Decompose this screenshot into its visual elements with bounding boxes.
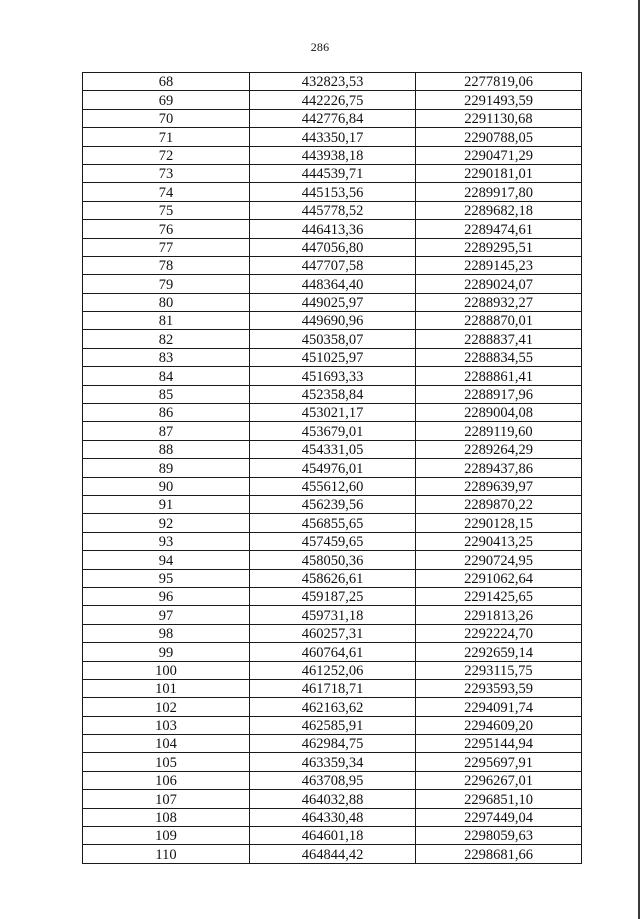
x-coordinate-cell: 456855,65	[250, 514, 416, 532]
x-coordinate-cell: 459731,18	[250, 606, 416, 624]
table-row	[83, 183, 582, 201]
point-number-cell: 103	[83, 716, 250, 734]
y-coordinate-cell: 2297449,04	[416, 808, 582, 826]
y-coordinate-cell: 2293593,59	[416, 679, 582, 697]
point-number-cell: 109	[83, 827, 250, 845]
point-number-cell: 107	[83, 790, 250, 808]
point-number-cell: 108	[83, 808, 250, 826]
table-row	[83, 661, 582, 679]
y-coordinate-cell: 2290788,05	[416, 128, 582, 146]
point-number-cell: 95	[83, 569, 250, 587]
y-coordinate-cell: 2293115,75	[416, 661, 582, 679]
table-row	[83, 164, 582, 182]
point-number-cell: 88	[83, 440, 250, 458]
table-row	[83, 716, 582, 734]
y-coordinate-cell: 2295144,94	[416, 735, 582, 753]
point-number-cell: 100	[83, 661, 250, 679]
x-coordinate-cell: 462984,75	[250, 735, 416, 753]
y-coordinate-cell: 2289639,97	[416, 477, 582, 495]
table-row	[83, 201, 582, 219]
table-row	[83, 735, 582, 753]
y-coordinate-cell: 2298059,63	[416, 827, 582, 845]
x-coordinate-cell: 445778,52	[250, 201, 416, 219]
point-number-cell: 104	[83, 735, 250, 753]
table-row	[83, 367, 582, 385]
y-coordinate-cell: 2291493,59	[416, 91, 582, 109]
table-row	[83, 679, 582, 697]
coordinates-table-body	[83, 73, 582, 864]
x-coordinate-cell: 453679,01	[250, 422, 416, 440]
point-number-cell: 110	[83, 845, 250, 863]
table-row	[83, 293, 582, 311]
x-coordinate-cell: 459187,25	[250, 587, 416, 605]
x-coordinate-cell: 443938,18	[250, 146, 416, 164]
table-row	[83, 514, 582, 532]
table-row	[83, 256, 582, 274]
y-coordinate-cell: 2288834,55	[416, 348, 582, 366]
x-coordinate-cell: 456239,56	[250, 495, 416, 513]
y-coordinate-cell: 2289295,51	[416, 238, 582, 256]
point-number-cell: 99	[83, 643, 250, 661]
x-coordinate-cell: 447707,58	[250, 256, 416, 274]
point-number-cell: 74	[83, 183, 250, 201]
table-row	[83, 91, 582, 109]
y-coordinate-cell: 2289870,22	[416, 495, 582, 513]
y-coordinate-cell: 2294091,74	[416, 698, 582, 716]
x-coordinate-cell: 458626,61	[250, 569, 416, 587]
y-coordinate-cell: 2290413,25	[416, 532, 582, 550]
y-coordinate-cell: 2289682,18	[416, 201, 582, 219]
point-number-cell: 101	[83, 679, 250, 697]
y-coordinate-cell: 2292659,14	[416, 643, 582, 661]
x-coordinate-cell: 463359,34	[250, 753, 416, 771]
x-coordinate-cell: 454331,05	[250, 440, 416, 458]
y-coordinate-cell: 2289437,86	[416, 459, 582, 477]
table-row	[83, 422, 582, 440]
point-number-cell: 81	[83, 312, 250, 330]
point-number-cell: 94	[83, 551, 250, 569]
table-row	[83, 790, 582, 808]
table-row	[83, 146, 582, 164]
point-number-cell: 69	[83, 91, 250, 109]
y-coordinate-cell: 2288932,27	[416, 293, 582, 311]
table-row	[83, 551, 582, 569]
table-row	[83, 385, 582, 403]
coordinates-table	[82, 72, 582, 864]
table-row	[83, 73, 582, 91]
point-number-cell: 79	[83, 275, 250, 293]
y-coordinate-cell: 2289004,08	[416, 404, 582, 422]
point-number-cell: 89	[83, 459, 250, 477]
point-number-cell: 90	[83, 477, 250, 495]
y-coordinate-cell: 2288870,01	[416, 312, 582, 330]
table-row	[83, 109, 582, 127]
x-coordinate-cell: 454976,01	[250, 459, 416, 477]
x-coordinate-cell: 464601,18	[250, 827, 416, 845]
y-coordinate-cell: 2290128,15	[416, 514, 582, 532]
y-coordinate-cell: 2291813,26	[416, 606, 582, 624]
point-number-cell: 77	[83, 238, 250, 256]
y-coordinate-cell: 2291062,64	[416, 569, 582, 587]
table-row	[83, 532, 582, 550]
table-row	[83, 128, 582, 146]
y-coordinate-cell: 2292224,70	[416, 624, 582, 642]
x-coordinate-cell: 462585,91	[250, 716, 416, 734]
table-row	[83, 845, 582, 863]
point-number-cell: 91	[83, 495, 250, 513]
y-coordinate-cell: 2289474,61	[416, 220, 582, 238]
point-number-cell: 92	[83, 514, 250, 532]
point-number-cell: 75	[83, 201, 250, 219]
x-coordinate-cell: 432823,53	[250, 73, 416, 91]
point-number-cell: 73	[83, 164, 250, 182]
x-coordinate-cell: 444539,71	[250, 164, 416, 182]
x-coordinate-cell: 447056,80	[250, 238, 416, 256]
point-number-cell: 96	[83, 587, 250, 605]
x-coordinate-cell: 460764,61	[250, 643, 416, 661]
point-number-cell: 97	[83, 606, 250, 624]
x-coordinate-cell: 443350,17	[250, 128, 416, 146]
y-coordinate-cell: 2289119,60	[416, 422, 582, 440]
x-coordinate-cell: 452358,84	[250, 385, 416, 403]
x-coordinate-cell: 464032,88	[250, 790, 416, 808]
y-coordinate-cell: 2294609,20	[416, 716, 582, 734]
point-number-cell: 102	[83, 698, 250, 716]
x-coordinate-cell: 450358,07	[250, 330, 416, 348]
point-number-cell: 84	[83, 367, 250, 385]
point-number-cell: 93	[83, 532, 250, 550]
table-row	[83, 330, 582, 348]
table-row	[83, 771, 582, 789]
y-coordinate-cell: 2296851,10	[416, 790, 582, 808]
point-number-cell: 98	[83, 624, 250, 642]
table-row	[83, 348, 582, 366]
point-number-cell: 76	[83, 220, 250, 238]
x-coordinate-cell: 457459,65	[250, 532, 416, 550]
x-coordinate-cell: 460257,31	[250, 624, 416, 642]
point-number-cell: 71	[83, 128, 250, 146]
table-row	[83, 238, 582, 256]
point-number-cell: 82	[83, 330, 250, 348]
table-row	[83, 275, 582, 293]
table-row	[83, 753, 582, 771]
y-coordinate-cell: 2291425,65	[416, 587, 582, 605]
x-coordinate-cell: 448364,40	[250, 275, 416, 293]
table-row	[83, 440, 582, 458]
point-number-cell: 87	[83, 422, 250, 440]
y-coordinate-cell: 2289917,80	[416, 183, 582, 201]
x-coordinate-cell: 461718,71	[250, 679, 416, 697]
x-coordinate-cell: 463708,95	[250, 771, 416, 789]
y-coordinate-cell: 2288861,41	[416, 367, 582, 385]
table-row	[83, 624, 582, 642]
point-number-cell: 105	[83, 753, 250, 771]
y-coordinate-cell: 2295697,91	[416, 753, 582, 771]
point-number-cell: 86	[83, 404, 250, 422]
y-coordinate-cell: 2290181,01	[416, 164, 582, 182]
table-row	[83, 477, 582, 495]
x-coordinate-cell: 442226,75	[250, 91, 416, 109]
table-row	[83, 606, 582, 624]
table-row	[83, 495, 582, 513]
point-number-cell: 85	[83, 385, 250, 403]
y-coordinate-cell: 2290724,95	[416, 551, 582, 569]
point-number-cell: 70	[83, 109, 250, 127]
y-coordinate-cell: 2288837,41	[416, 330, 582, 348]
table-row	[83, 459, 582, 477]
y-coordinate-cell: 2277819,06	[416, 73, 582, 91]
table-row	[83, 404, 582, 422]
y-coordinate-cell: 2289145,23	[416, 256, 582, 274]
x-coordinate-cell: 449025,97	[250, 293, 416, 311]
point-number-cell: 68	[83, 73, 250, 91]
x-coordinate-cell: 458050,36	[250, 551, 416, 569]
table-row	[83, 569, 582, 587]
x-coordinate-cell: 442776,84	[250, 109, 416, 127]
point-number-cell: 83	[83, 348, 250, 366]
x-coordinate-cell: 445153,56	[250, 183, 416, 201]
x-coordinate-cell: 461252,06	[250, 661, 416, 679]
x-coordinate-cell: 453021,17	[250, 404, 416, 422]
y-coordinate-cell: 2289264,29	[416, 440, 582, 458]
y-coordinate-cell: 2289024,07	[416, 275, 582, 293]
table-row	[83, 808, 582, 826]
point-number-cell: 72	[83, 146, 250, 164]
table-row	[83, 643, 582, 661]
x-coordinate-cell: 449690,96	[250, 312, 416, 330]
x-coordinate-cell: 446413,36	[250, 220, 416, 238]
x-coordinate-cell: 464330,48	[250, 808, 416, 826]
point-number-cell: 78	[83, 256, 250, 274]
y-coordinate-cell: 2298681,66	[416, 845, 582, 863]
table-row	[83, 698, 582, 716]
point-number-cell: 80	[83, 293, 250, 311]
x-coordinate-cell: 455612,60	[250, 477, 416, 495]
x-coordinate-cell: 451025,97	[250, 348, 416, 366]
y-coordinate-cell: 2290471,29	[416, 146, 582, 164]
x-coordinate-cell: 451693,33	[250, 367, 416, 385]
point-number-cell: 106	[83, 771, 250, 789]
table-row	[83, 587, 582, 605]
x-coordinate-cell: 464844,42	[250, 845, 416, 863]
x-coordinate-cell: 462163,62	[250, 698, 416, 716]
table-row	[83, 220, 582, 238]
y-coordinate-cell: 2296267,01	[416, 771, 582, 789]
table-row	[83, 312, 582, 330]
page-number: 286	[310, 40, 330, 54]
table-row	[83, 827, 582, 845]
y-coordinate-cell: 2291130,68	[416, 109, 582, 127]
y-coordinate-cell: 2288917,96	[416, 385, 582, 403]
